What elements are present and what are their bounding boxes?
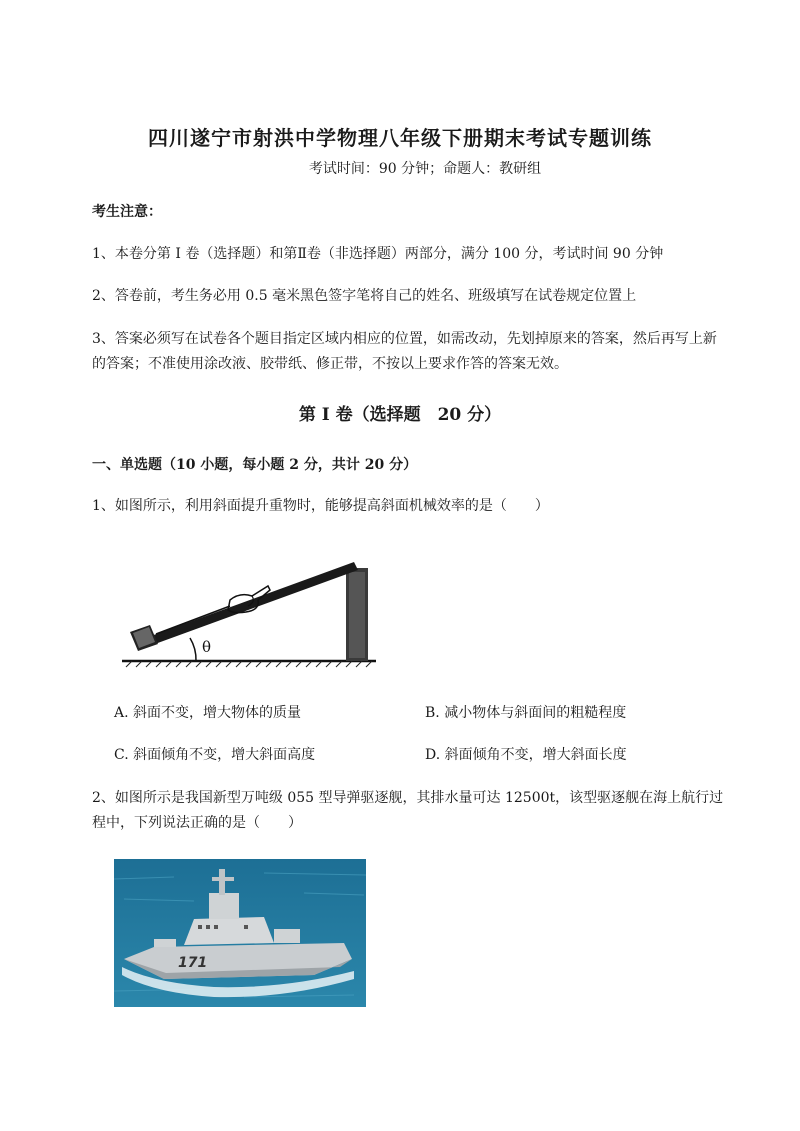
part-heading: 一、单选题（10 小题，每小题 2 分，共计 20 分） [92, 457, 418, 473]
page-title: 四川遂宁市射洪中学物理八年级下册期末考试专题训练 [148, 126, 652, 150]
section-title: 第 I 卷（选择题 20 分） [298, 405, 502, 425]
incline-figure [118, 540, 380, 668]
option-d: D. 斜面倾角不变，增大斜面长度 [425, 747, 627, 763]
notice-item: 3、答案必须写在试卷各个题目指定区域内相应的位置，如需改动，先划掉原来的答案，然后再写上新 [92, 331, 717, 347]
question-2-stem-cont: 程中，下列说法正确的是（ ） [92, 815, 302, 831]
hull-number: 171 [178, 955, 208, 971]
angle-label: θ [202, 638, 212, 656]
notice-heading: 考生注意： [92, 204, 162, 220]
exam-info: 考试时间：90 分钟；命题人：教研组 [308, 161, 542, 177]
option-b: B. 减小物体与斜面间的粗糙程度 [425, 705, 627, 721]
option-a: A. 斜面不变，增大物体的质量 [114, 705, 302, 721]
option-c: C. 斜面倾角不变，增大斜面高度 [114, 747, 316, 763]
notice-item: 2、答卷前，考生务必用 0.5 毫米黑色签字笔将自己的姓名、班级填写在试卷规定位置上 [92, 288, 637, 304]
notice-item: 的答案；不准使用涂改液、胶带纸、修正带，不按以上要求作答的答案无效。 [92, 356, 568, 372]
destroyer-photo [114, 859, 366, 1007]
notice-item: 1、本卷分第 I 卷（选择题）和第Ⅱ卷（非选择题）两部分，满分 100 分，考试时间 90 分钟 [92, 246, 664, 262]
question-1-stem: 1、如图所示，利用斜面提升重物时，能够提高斜面机械效率的是（ ） [92, 498, 549, 514]
question-2-stem: 2、如图所示是我国新型万吨级 055 型导弹驱逐舰，其排水量可达 12500t，该型驱逐舰在海上航行过 [92, 790, 724, 806]
